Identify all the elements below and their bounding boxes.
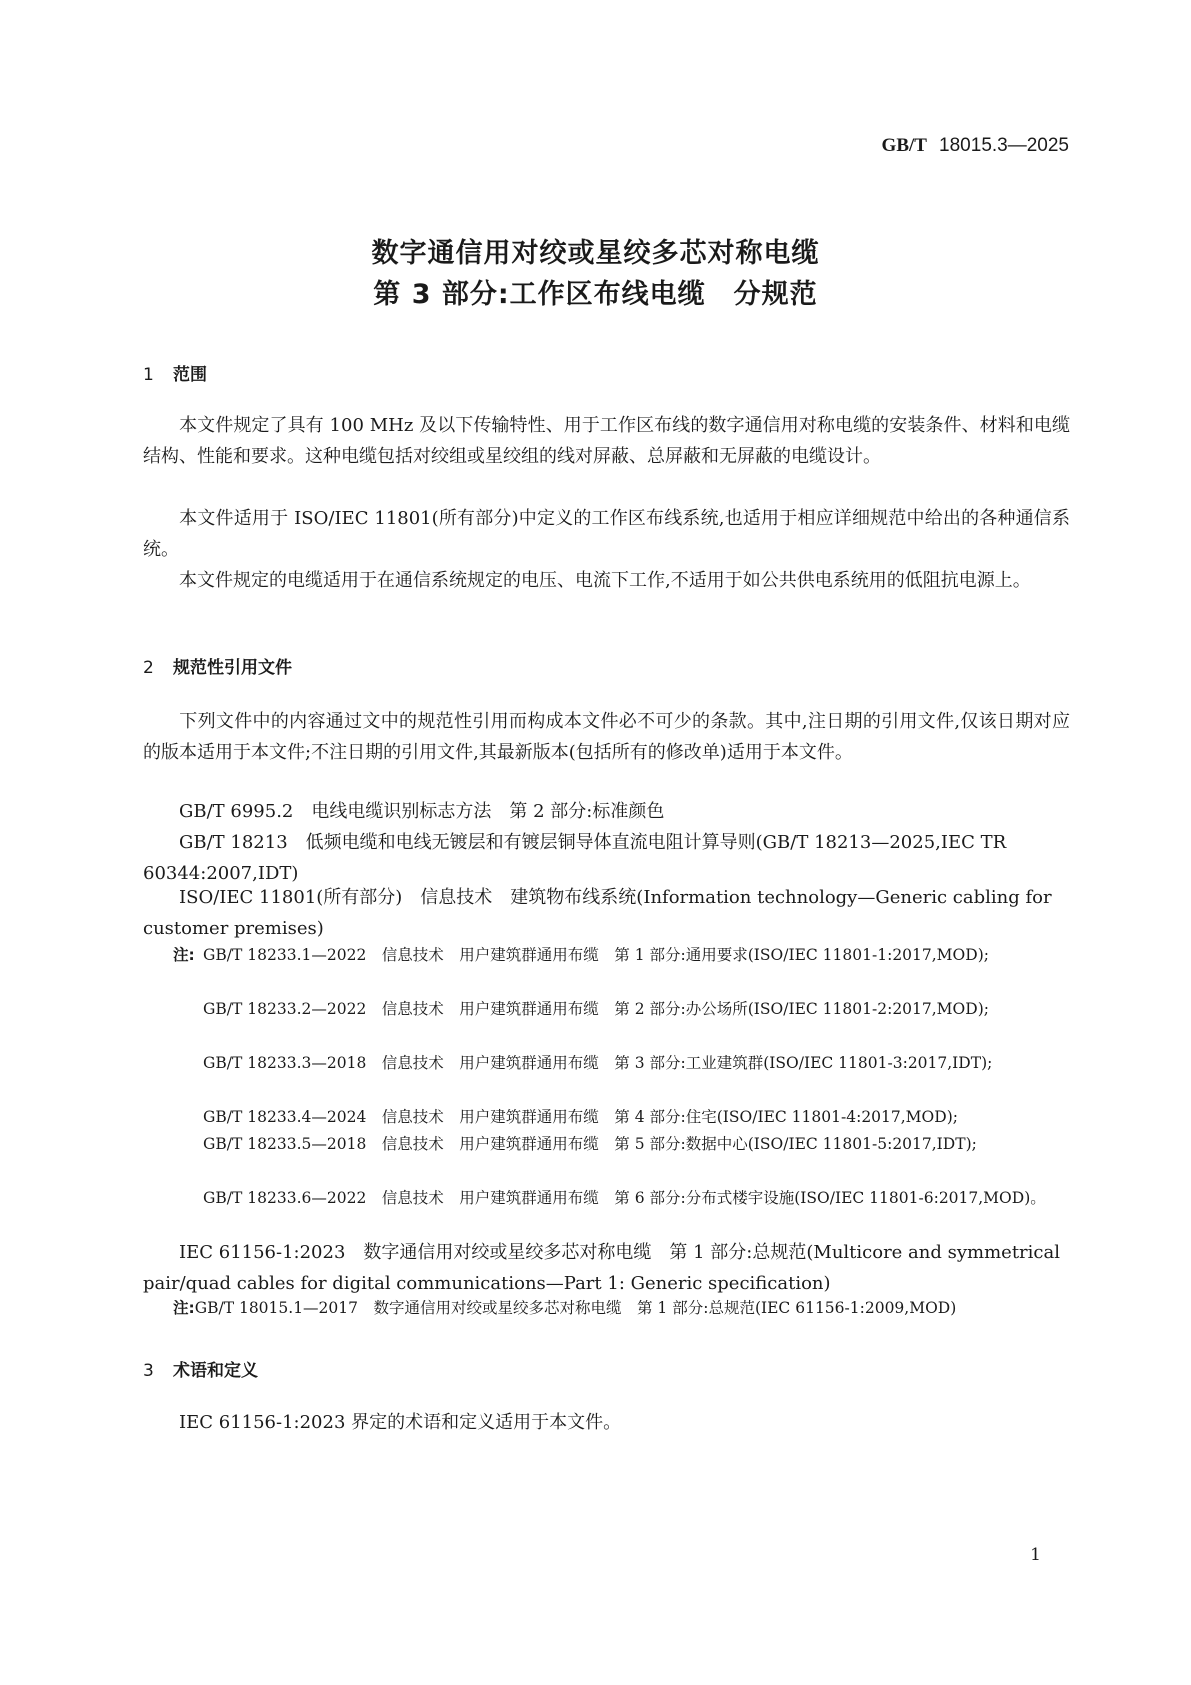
note-2: 注:GB/T 18015.1—2017 数字通信用对绞或星绞多芯对称电缆 第 1 部分:总规范(IEC 61156-1:2009,MOD) [173,1299,957,1317]
document-title-line2: 第 3 部分:工作区布线电缆 分规范 [373,279,818,310]
reference-gbt-18213: GB/T 18213 低频电缆和电线无镀层和有镀层铜导体直流电阻计算导则(GB/T 18213—2025,IEC TR 60344:2007,IDT) [143,832,1007,884]
section-3-paragraph-1: IEC 61156-1:2023 界定的术语和定义适用于本文件。 [179,1412,622,1433]
standard-prefix: GB/T [881,135,927,156]
section-2-heading: 2 规范性引用文件 [143,658,292,678]
note-label: 注: [173,946,195,964]
section-3-heading: 3 术语和定义 [143,1361,258,1381]
section-2-intro: 下列文件中的内容通过文中的规范性引用而构成本文件必不可少的条款。其中,注日期的引用文件,仅该日期对应的版本适用于本文件;不注日期的引用文件,其最新版本(包括所有的修改单)适用于本文件。 [143,711,1070,763]
note-label: 注: [173,1299,195,1317]
note-1-item-1: GB/T 18233.1—2022 信息技术 用户建筑群通用布缆 第 1 部分:通用要求(ISO/IEC 11801-1:2017,MOD); [203,946,989,964]
page-number: 1 [1030,1545,1041,1565]
section-1-heading: 1 范围 [143,365,207,385]
reference-gbt-6995-2: GB/T 6995.2 电线电缆识别标志方法 第 2 部分:标准颜色 [179,801,665,822]
standard-code [882,134,1069,157]
note-1-item-4: GB/T 18233.4—2024 信息技术 用户建筑群通用布缆 第 4 部分:住宅(ISO/IEC 11801-4:2017,MOD); [203,1108,958,1126]
note-1-item-6: GB/T 18233.6—2022 信息技术 用户建筑群通用布缆 第 6 部分:分布式楼宇设施(ISO/IEC 11801-6:2017,MOD)。 [203,1189,1046,1207]
note-1-item-2: GB/T 18233.2—2022 信息技术 用户建筑群通用布缆 第 2 部分:办公场所(ISO/IEC 11801-2:2017,MOD); [203,1000,989,1018]
note-1-item-3: GB/T 18233.3—2018 信息技术 用户建筑群通用布缆 第 3 部分:工业建筑群(ISO/IEC 11801-3:2017,IDT); [203,1054,993,1072]
reference-iec-61156-1: IEC 61156-1:2023 数字通信用对绞或星绞多芯对称电缆 第 1 部分:总规范(Multicore and symmetrical pair/quad cables for digital communications—Part 1: Generic specification) [143,1242,1060,1294]
document-title-line1: 数字通信用对绞或星绞多芯对称电缆 [371,238,820,269]
section-1-paragraph-3: 本文件规定的电缆适用于在通信系统规定的电压、电流下工作,不适用于如公共供电系统用的低阻抗电源上。 [179,570,1031,591]
section-1-paragraph-2: 本文件适用于 ISO/IEC 11801(所有部分)中定义的工作区布线系统,也适用于相应详细规范中给出的各种通信系统。 [143,508,1070,560]
note-1-item-5: GB/T 18233.5—2018 信息技术 用户建筑群通用布缆 第 5 部分:数据中心(ISO/IEC 11801-5:2017,IDT); [203,1135,977,1153]
standard-number: 18015.3—2025 [939,135,1069,156]
reference-iso-iec-11801: ISO/IEC 11801(所有部分) 信息技术 建筑物布线系统(Information technology—Generic cabling for customer premises) [143,887,1052,939]
section-1-paragraph-1: 本文件规定了具有 100 MHz 及以下传输特性、用于工作区布线的数字通信用对称电缆的安装条件、材料和电缆结构、性能和要求。这种电缆包括对绞组或星绞组的线对屏蔽、总屏蔽和无屏蔽的电缆设计。 [143,415,1070,467]
